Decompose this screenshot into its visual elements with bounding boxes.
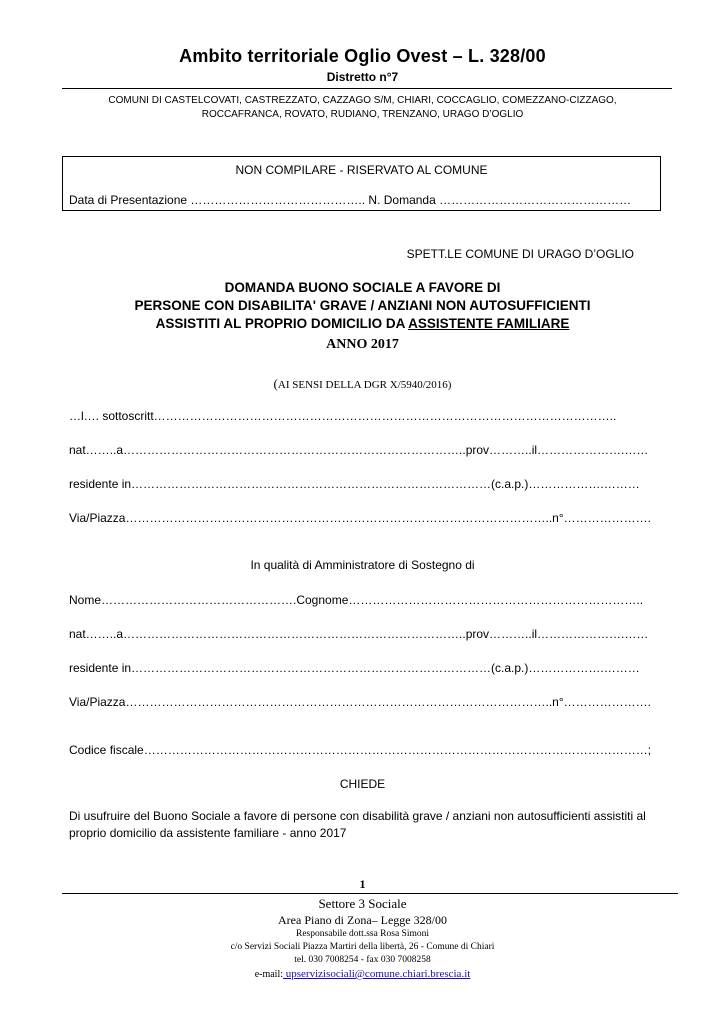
legal-reference	[0, 376, 725, 392]
addressee: SPETT.LE COMUNE DI URAGO D’OGLIO	[406, 247, 634, 261]
title-line-3-prefix: ASSISTITI AL PROPRIO DOMICILIO DA	[155, 316, 409, 331]
footer-email	[0, 968, 725, 980]
page-title: Ambito territoriale Oglio Ovest – L. 328/00	[179, 46, 546, 66]
legal-ref-text: AI SENSI DELLA DGR X/5940/2016)	[277, 379, 452, 391]
legal-ref-paren: (	[273, 376, 278, 391]
title-underlined-text: ASSISTENTE FAMILIARE	[408, 316, 570, 331]
applicant-residence-field[interactable]: residente in………………………………………………………………………………(c.a.p.)……………….………	[69, 477, 640, 491]
codice-fiscale-field[interactable]: Codice fiscale………………………………………………………………………………………………………………;	[69, 743, 652, 757]
footer-area: Area Piano di Zona– Legge 328/00	[278, 913, 447, 927]
reserved-office-box	[62, 156, 661, 211]
district-label: Distretto n°7	[326, 70, 399, 84]
applicant-birth-field[interactable]: nat……..a…………………………………………………………………………..prov………..il………………….……	[69, 443, 649, 457]
presentation-date-field: Data di Presentazione …………………………………….. N. Domanda …………………………………………	[69, 193, 632, 207]
applicant-name-field[interactable]: …l…. sottoscritt……………………………………………………………………………………………………..	[69, 409, 617, 423]
email-link[interactable]: upservizisociali@comune.chiari.brescia.it	[283, 968, 471, 980]
page-number: 1	[359, 877, 366, 891]
admin-section-label: In qualità di Amministratore di Sostegno di	[250, 558, 475, 572]
request-paragraph: Di usufruire del Buono Sociale a favore di persone con disabilità grave / anziani non autosufficienti assistiti al proprio domicilio da assistente familiare - anno 2017	[69, 809, 646, 840]
applicant-address-field[interactable]: Via/Piazza……………………………………………………………………………………………..n°………………….	[69, 511, 651, 525]
reserved-box-title: NON COMPILARE - RISERVATO AL COMUNE	[235, 163, 488, 177]
comuni-line-1: COMUNI DI CASTELCOVATI, CASTREZZATO, CAZZAGO S/M, CHIARI, COCCAGLIO, COMEZZANO-CIZZAGO,	[108, 95, 617, 106]
beneficiary-residence-field[interactable]: residente in………………………………………………………………………………(c.a.p.)……………….………	[69, 661, 640, 675]
footer-responsible: Responsabile dott.ssa Rosa Simoni	[296, 929, 429, 939]
beneficiary-address-field[interactable]: Via/Piazza……………………………………………………………………………………………..n°………………….	[69, 695, 651, 709]
beneficiary-birth-field[interactable]: nat……..a…………………………………………………………………………..prov………..il………………….……	[69, 627, 649, 641]
comuni-line-2: ROCCAFRANCA, ROVATO, RUDIANO, TRENZANO, URAGO D’OGLIO	[201, 109, 524, 120]
document-year: ANNO 2017	[326, 337, 399, 352]
email-label: e-mail:	[254, 969, 284, 980]
footer-sector: Settore 3 Sociale	[318, 896, 407, 911]
document-title-line-2: PERSONE CON DISABILITA' GRAVE / ANZIANI NON AUTOSUFFICIENTI	[134, 298, 591, 313]
header-divider	[62, 88, 672, 89]
document-title-line-1: DOMANDA BUONO SOCIALE A FAVORE DI	[224, 280, 501, 295]
comuni-list	[0, 94, 725, 122]
chiede-heading: CHIEDE	[339, 777, 386, 791]
footer-address: c/o Servizi Sociali Piazza Martiri della libertà, 26 - Comune di Chiari	[230, 942, 495, 952]
beneficiary-name-field[interactable]: Nome………………………………………….Cognome………………………………………………………………..	[69, 593, 644, 607]
footer-phone: tel. 030 7008254 - fax 030 7008258	[294, 955, 431, 965]
document-title-line-3	[0, 315, 725, 333]
footer-divider	[62, 893, 678, 894]
